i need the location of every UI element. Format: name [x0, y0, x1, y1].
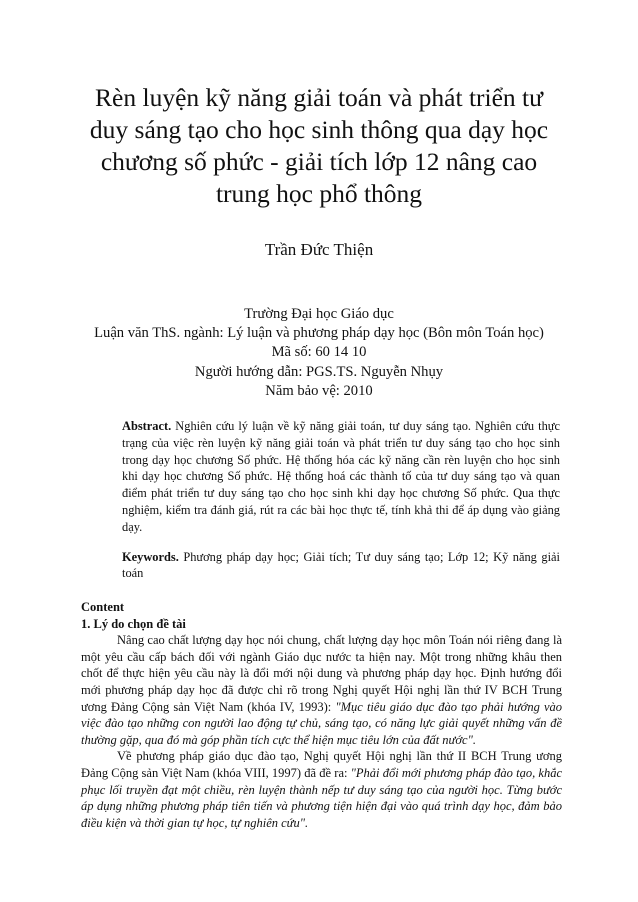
paragraph-text: Nâng cao chất lượng dạy học nói chung, chất lượng dạy học môn Toán nói riêng đang là một yêu cầu cấp bách đối với ngành Giáo dục nước ta hiện nay. Một trong những khâu then chốt để thực hiện yêu cầu này là đổi mới nội dung và phương pháp dạy học. Định hướng đổi mới phương pháp dạy học đã được chỉ rõ trong Nghị quyết Hội nghị lần thứ IV BCH Trung ương Đảng Cộng sản Việt Nam (khóa IV, 1993):: [81, 633, 562, 714]
abstract-block: [122, 418, 560, 582]
thesis-metadata: [0, 305, 638, 401]
title-line: trung học phổ thông: [215, 179, 423, 208]
quotation-text: "Phải đổi mới phương pháp đào tạo, khắc phục lối truyền đạt một chiều, rèn luyện thành nếp tư duy sáng tạo của người học. Từng bước áp dụng những phương pháp tiên tiến và phương tiện hiện đại vào quá trình dạy học, đảm bảo điều kiện và thời gian tự học, tự nghiên cứu".: [81, 765, 562, 830]
university-name: Trường Đại học Giáo dục: [244, 306, 394, 322]
title-line: duy sáng tạo cho học sinh thông qua dạy học: [89, 115, 549, 144]
paper-title: [60, 82, 578, 210]
abstract-text: Nghiên cứu lý luận về kỹ năng giải toán, tư duy sáng tạo. Nghiên cứu thực trạng của việc rèn luyện kỹ năng giải toán và phát triển tư duy sáng tạo cho học sinh trong dạy học chương Số phức. Hệ thống hóa các kỹ năng cần rèn luyện cho học sinh khi dạy học chương Số phức. Hệ thống hoá các thành tố của tư duy sáng tạo và quan điểm phát triển tư duy sáng tạo cho học sinh khi dạy học chương Số phức. Qua thực nghiệm, kiểm tra đánh giá, rút ra các bài học thực tế, tính khả thi để áp dụng vào giảng dạy.: [122, 419, 560, 534]
abstract-paragraph: [122, 418, 560, 536]
keywords-label: Keywords.: [122, 549, 179, 564]
quotation-text: "Mục tiêu giáo dục đào tạo phải hướng vào việc đào tạo những con người lao động tự chủ, sáng tạo, có năng lực giải quyết những vấn đề thường gặp, qua đó mà góp phần tích cực thể hiện mục tiêu lớn của đất nước".: [81, 699, 562, 747]
author-name: Trần Đức Thiện: [264, 240, 374, 259]
title-line: Rèn luyện kỹ năng giải toán và phát triển tư: [95, 83, 543, 112]
paragraph-text: Về phương pháp giáo dục đào tạo, Nghị quyết Hội nghị lần thứ II BCH Trung ương Đảng Cộng sản Việt Nam (khóa VIII, 1997) đã đề ra:: [81, 749, 562, 780]
thesis-code: Mã số: 60 14 10: [271, 344, 367, 361]
body-paragraph: [81, 748, 562, 831]
section-heading: 1. Lý do chọn đề tài: [81, 616, 186, 631]
degree-info: Luận văn ThS. ngành: Lý luận và phương pháp dạy học (Bôn môn Toán học): [94, 325, 544, 342]
keywords-paragraph: [122, 549, 560, 583]
content-section: [81, 599, 562, 831]
title-line: chương số phức - giải tích lớp 12 nâng cao: [100, 147, 538, 176]
content-heading: Content: [81, 600, 125, 614]
defense-year: Năm bảo vệ: 2010: [265, 382, 373, 399]
advisor-name: Người hướng dẫn: PGS.TS. Nguyễn Nhụy: [194, 363, 444, 380]
body-paragraph: [81, 632, 562, 748]
abstract-label: Abstract.: [122, 419, 172, 433]
keywords-text: Phương pháp dạy học; Giải tích; Tư duy sáng tạo; Lớp 12; Kỹ năng giải toán: [122, 549, 560, 581]
